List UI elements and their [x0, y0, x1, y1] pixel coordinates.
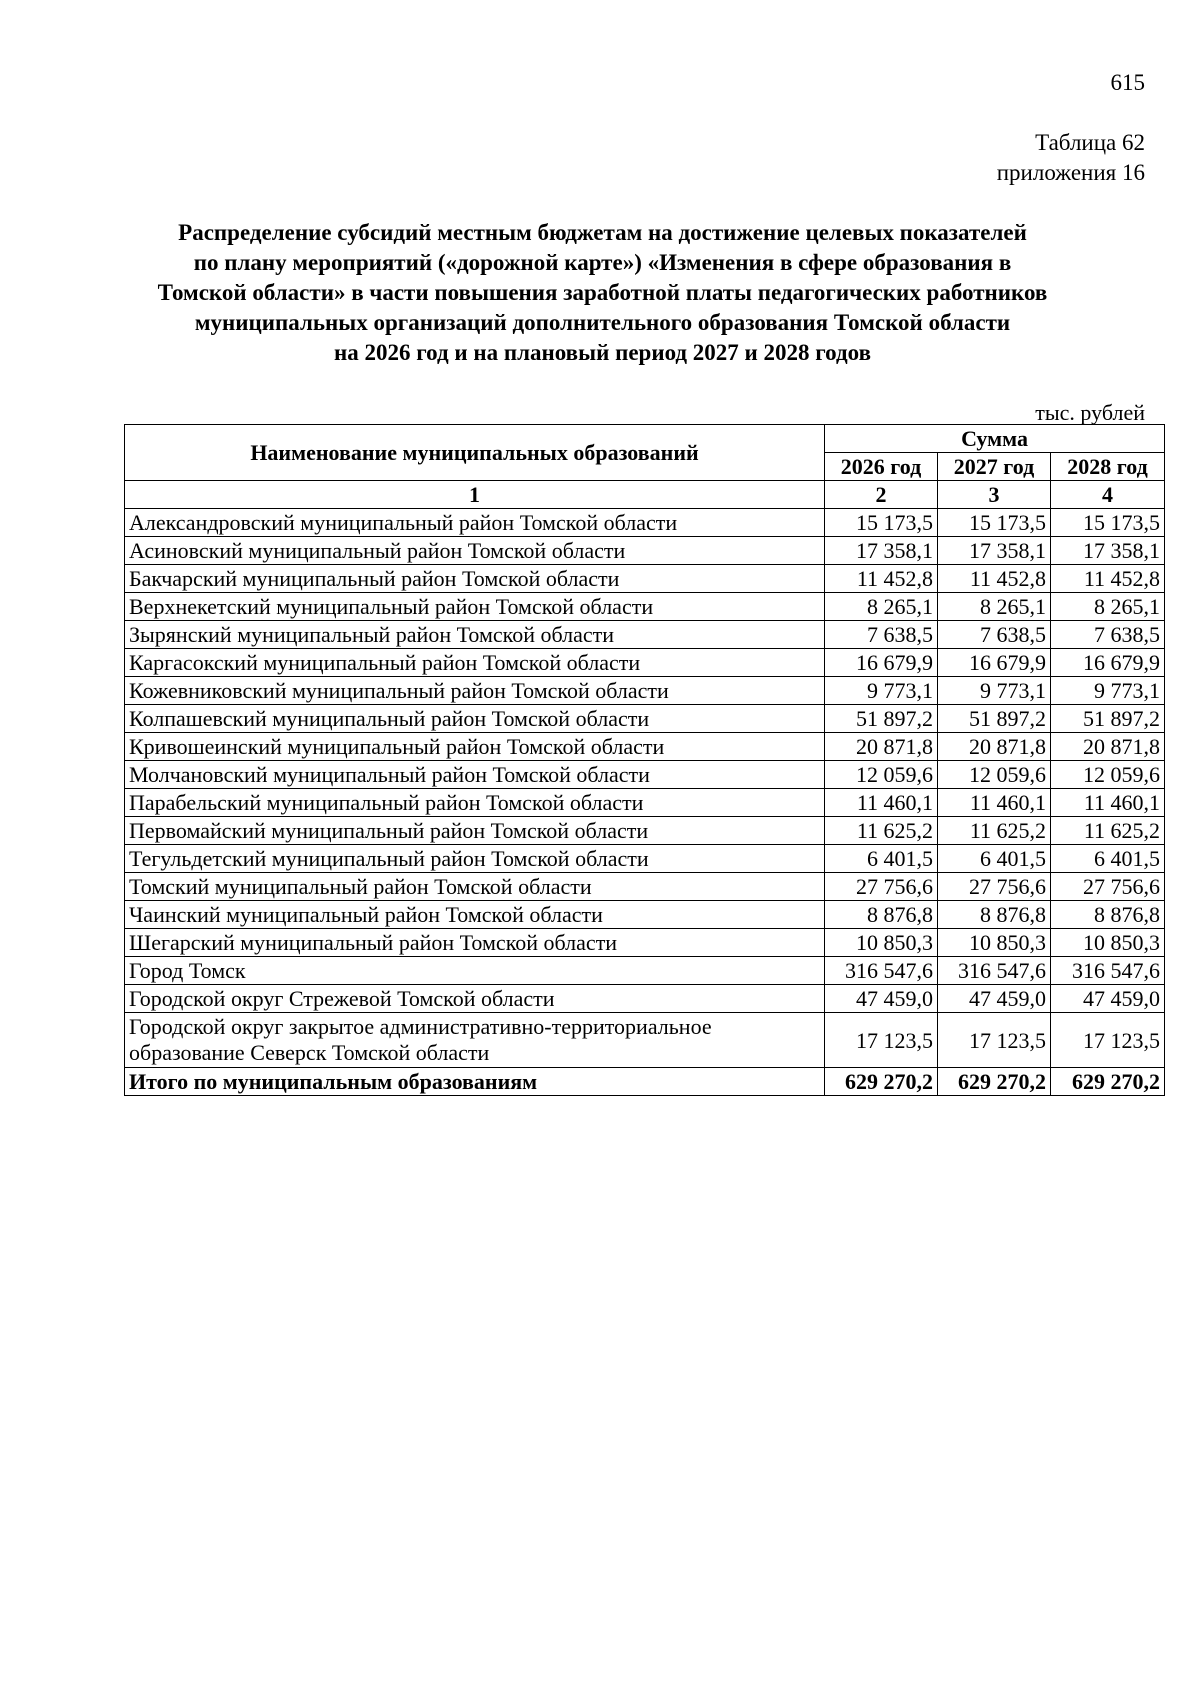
- column-number: 4: [1051, 481, 1165, 509]
- value-2028: 17 123,5: [1051, 1013, 1165, 1068]
- value-2028: 11 625,2: [1051, 817, 1165, 845]
- municipality-name: Бакчарский муниципальный район Томской области: [125, 565, 825, 593]
- value-2026: 316 547,6: [825, 957, 938, 985]
- value-2028: 11 452,8: [1051, 565, 1165, 593]
- value-2026: 11 625,2: [825, 817, 938, 845]
- table-row: [125, 789, 1165, 817]
- table-row: [125, 649, 1165, 677]
- value-2027: 9 773,1: [938, 677, 1051, 705]
- value-2026: 16 679,9: [825, 649, 938, 677]
- value-2028: 9 773,1: [1051, 677, 1165, 705]
- value-2026: 11 460,1: [825, 789, 938, 817]
- value-2026: 51 897,2: [825, 705, 938, 733]
- value-2028: 15 173,5: [1051, 509, 1165, 537]
- value-2028: 8 876,8: [1051, 901, 1165, 929]
- municipality-name: Тегульдетский муниципальный район Томской области: [125, 845, 825, 873]
- value-2026: 17 123,5: [825, 1013, 938, 1068]
- table-row: [125, 845, 1165, 873]
- header-year-2028: 2028 год: [1051, 453, 1165, 481]
- municipality-name: Городской округ Стрежевой Томской области: [125, 985, 825, 1013]
- table-row: [125, 509, 1165, 537]
- value-2027: 27 756,6: [938, 873, 1051, 901]
- table-row: [125, 873, 1165, 901]
- table-row: [125, 565, 1165, 593]
- value-2027: 16 679,9: [938, 649, 1051, 677]
- value-2026: 8 265,1: [825, 593, 938, 621]
- value-2027: 17 358,1: [938, 537, 1051, 565]
- title-line-2: по плану мероприятий («дорожной карте») «Изменения в сфере образования в: [193, 250, 1012, 275]
- title-line-1: Распределение субсидий местным бюджетам на достижение целевых показателей: [178, 220, 1027, 245]
- municipality-name: Кожевниковский муниципальный район Томской области: [125, 677, 825, 705]
- value-2027: 17 123,5: [938, 1013, 1051, 1068]
- value-2026: 27 756,6: [825, 873, 938, 901]
- value-2026: 7 638,5: [825, 621, 938, 649]
- table-body: [125, 509, 1165, 1096]
- municipality-name: Первомайский муниципальный район Томской области: [125, 817, 825, 845]
- municipality-name: Верхнекетский муниципальный район Томской области: [125, 593, 825, 621]
- value-2026: 20 871,8: [825, 733, 938, 761]
- municipality-name: Городской округ закрытое административно-территориальное образование Северск Томской области: [125, 1013, 825, 1068]
- value-2028: 17 358,1: [1051, 537, 1165, 565]
- municipality-name: Асиновский муниципальный район Томской области: [125, 537, 825, 565]
- title-line-4: муниципальных организаций дополнительного образования Томской области: [194, 310, 1011, 335]
- column-numbers-row: [125, 481, 1165, 509]
- table-row: [125, 985, 1165, 1013]
- value-2026: 12 059,6: [825, 761, 938, 789]
- title-line-3: Томской области» в части повышения заработной платы педагогических работников: [157, 280, 1048, 305]
- table-row: [125, 901, 1165, 929]
- municipality-name: Зырянский муниципальный район Томской области: [125, 621, 825, 649]
- page-number: 615: [1110, 70, 1145, 95]
- table-row: [125, 929, 1165, 957]
- table-reference: [997, 128, 1145, 188]
- value-2027: 51 897,2: [938, 705, 1051, 733]
- table-reference-line-1: Таблица 62: [1035, 130, 1145, 155]
- value-2027: 316 547,6: [938, 957, 1051, 985]
- value-2028: 16 679,9: [1051, 649, 1165, 677]
- value-2027: 6 401,5: [938, 845, 1051, 873]
- table-row: [125, 733, 1165, 761]
- column-number: 2: [825, 481, 938, 509]
- municipality-name: Парабельский муниципальный район Томской области: [125, 789, 825, 817]
- municipality-name: Город Томск: [125, 957, 825, 985]
- municipality-name: Молчановский муниципальный район Томской области: [125, 761, 825, 789]
- table-row: [125, 677, 1165, 705]
- total-row: [125, 1068, 1165, 1096]
- value-2026: 6 401,5: [825, 845, 938, 873]
- total-2028: 629 270,2: [1051, 1068, 1165, 1096]
- header-year-2027: 2027 год: [938, 453, 1051, 481]
- header-name: Наименование муниципальных образований: [125, 425, 825, 481]
- value-2028: 11 460,1: [1051, 789, 1165, 817]
- table-row: [125, 621, 1165, 649]
- total-2026: 629 270,2: [825, 1068, 938, 1096]
- municipality-name: Чаинский муниципальный район Томской области: [125, 901, 825, 929]
- total-label: Итого по муниципальным образованиям: [125, 1068, 825, 1096]
- value-2026: 17 358,1: [825, 537, 938, 565]
- total-2027: 629 270,2: [938, 1068, 1051, 1096]
- value-2028: 12 059,6: [1051, 761, 1165, 789]
- table-row: [125, 593, 1165, 621]
- value-2026: 8 876,8: [825, 901, 938, 929]
- value-2027: 47 459,0: [938, 985, 1051, 1013]
- subsidy-distribution-table: [124, 424, 1165, 1096]
- value-2027: 8 876,8: [938, 901, 1051, 929]
- value-2028: 316 547,6: [1051, 957, 1165, 985]
- column-number: 1: [125, 481, 825, 509]
- title-line-5: на 2026 год и на плановый период 2027 и 2028 годов: [334, 340, 871, 365]
- value-2028: 6 401,5: [1051, 845, 1165, 873]
- table-row: [125, 537, 1165, 565]
- column-number: 3: [938, 481, 1051, 509]
- value-2026: 11 452,8: [825, 565, 938, 593]
- value-2027: 15 173,5: [938, 509, 1051, 537]
- table-header: [125, 425, 1165, 509]
- value-2027: 12 059,6: [938, 761, 1051, 789]
- value-2027: 7 638,5: [938, 621, 1051, 649]
- value-2026: 15 173,5: [825, 509, 938, 537]
- value-2027: 11 452,8: [938, 565, 1051, 593]
- value-2027: 20 871,8: [938, 733, 1051, 761]
- header-year-2026: 2026 год: [825, 453, 938, 481]
- value-2027: 8 265,1: [938, 593, 1051, 621]
- table-reference-line-2: приложения 16: [996, 160, 1145, 185]
- table-row: [125, 761, 1165, 789]
- header-sum: Сумма: [825, 425, 1165, 453]
- table-row: [125, 957, 1165, 985]
- value-2028: 10 850,3: [1051, 929, 1165, 957]
- value-2026: 47 459,0: [825, 985, 938, 1013]
- table-row: [125, 1013, 1165, 1068]
- municipality-name: Кривошеинский муниципальный район Томской области: [125, 733, 825, 761]
- municipality-name: Александровский муниципальный район Томской области: [125, 509, 825, 537]
- value-2028: 8 265,1: [1051, 593, 1165, 621]
- table-row: [125, 817, 1165, 845]
- municipality-name: Томский муниципальный район Томской области: [125, 873, 825, 901]
- value-2027: 10 850,3: [938, 929, 1051, 957]
- document-title: [60, 218, 1145, 368]
- value-2028: 20 871,8: [1051, 733, 1165, 761]
- municipality-name: Каргасокский муниципальный район Томской области: [125, 649, 825, 677]
- value-2028: 47 459,0: [1051, 985, 1165, 1013]
- value-2026: 9 773,1: [825, 677, 938, 705]
- units-label: тыс. рублей: [1035, 400, 1145, 425]
- municipality-name: Колпашевский муниципальный район Томской области: [125, 705, 825, 733]
- value-2027: 11 460,1: [938, 789, 1051, 817]
- header-row: [125, 425, 1165, 453]
- value-2027: 11 625,2: [938, 817, 1051, 845]
- table-row: [125, 705, 1165, 733]
- value-2028: 7 638,5: [1051, 621, 1165, 649]
- municipality-name: Шегарский муниципальный район Томской области: [125, 929, 825, 957]
- value-2028: 51 897,2: [1051, 705, 1165, 733]
- value-2026: 10 850,3: [825, 929, 938, 957]
- value-2028: 27 756,6: [1051, 873, 1165, 901]
